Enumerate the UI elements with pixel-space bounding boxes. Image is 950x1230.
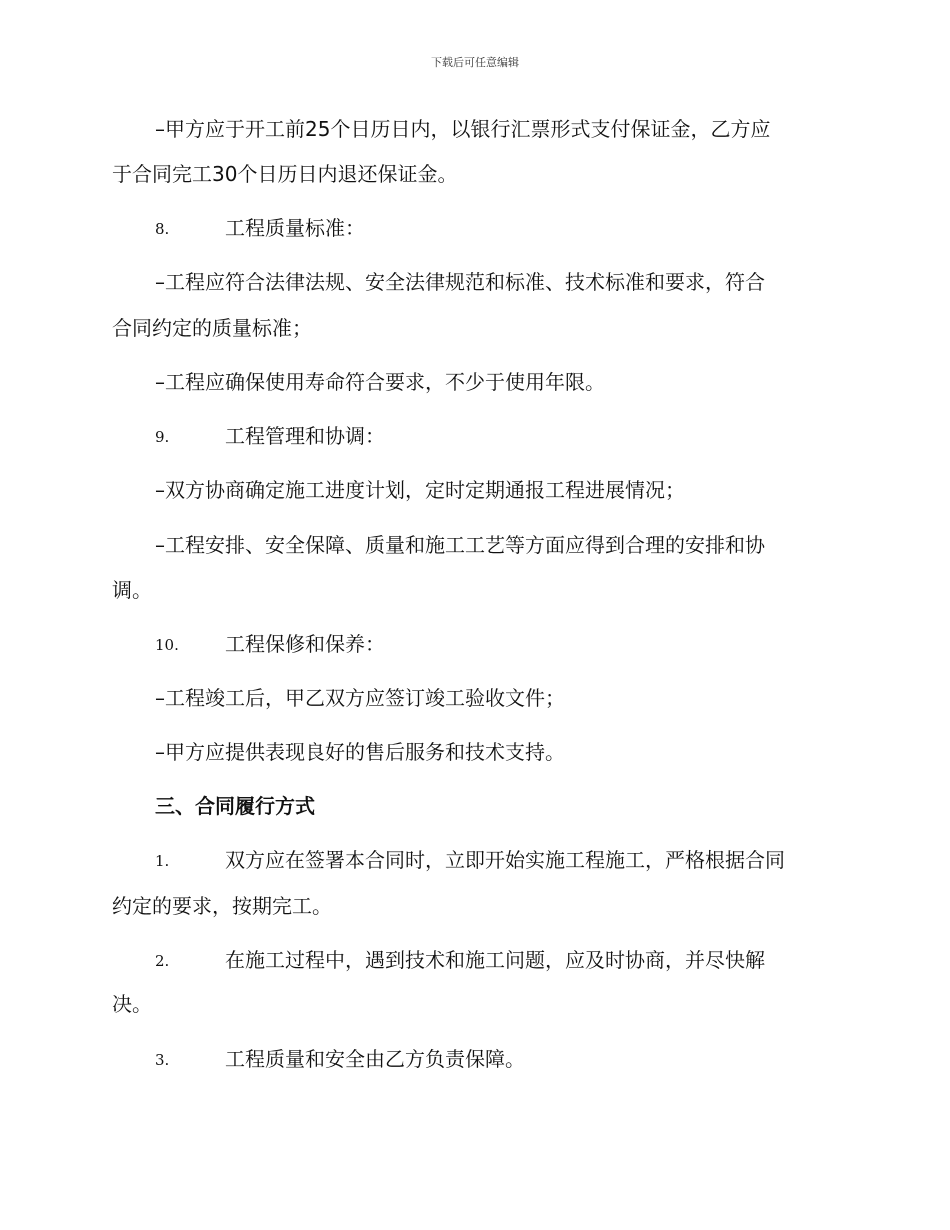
numbered-item [155, 630, 880, 659]
item-number: 8. [155, 220, 170, 238]
item-text: 工程质量标准： [225, 216, 365, 240]
paragraph-line: 于合同完工30个日历日内退还保证金。 [112, 162, 458, 186]
item-text: 工程质量和安全由乙方负责保障。 [225, 1047, 525, 1071]
paragraph-line: –工程应符合法律法规、安全法律规范和标准、技术标准和要求，符合 [155, 270, 765, 294]
paragraph-line: 决。 [112, 992, 152, 1016]
header-note: 下载后可任意编辑 [431, 56, 519, 69]
item-text: 在施工过程中，遇到技术和施工问题，应及时协商，并尽快解 [225, 948, 765, 972]
numbered-item [155, 422, 880, 451]
item-text: 双方应在签署本合同时，立即开始实施工程施工，严格根据合同 [225, 848, 785, 872]
paragraph-line: –工程应确保使用寿命符合要求，不少于使用年限。 [155, 370, 605, 394]
numbered-item [155, 214, 880, 243]
paragraph-line: –甲方应于开工前25个日历日内，以银行汇票形式支付保证金，乙方应 [155, 117, 771, 141]
item-number: 3. [155, 1051, 170, 1069]
item-number: 9. [155, 428, 170, 446]
paragraph-line: –工程安排、安全保障、质量和施工工艺等方面应得到合理的安排和协 [155, 533, 765, 557]
paragraph-line: –工程竣工后，甲乙双方应签订竣工验收文件； [155, 686, 565, 710]
item-number: 2. [155, 952, 170, 970]
item-text: 工程管理和协调： [225, 424, 385, 448]
numbered-item [155, 846, 880, 875]
paragraph-line: –双方协商确定施工进度计划，定时定期通报工程进展情况； [155, 478, 685, 502]
paragraph-line: 约定的要求，按期完工。 [112, 894, 332, 918]
item-number: 1. [155, 852, 170, 870]
numbered-item [155, 1045, 880, 1074]
numbered-item [155, 946, 880, 975]
paragraph-line: –甲方应提供表现良好的售后服务和技术支持。 [155, 740, 565, 764]
paragraph-line: 合同约定的质量标准； [112, 316, 312, 340]
paragraph-line: 调。 [112, 578, 152, 602]
item-number: 10. [155, 636, 179, 654]
section-heading: 三、合同履行方式 [155, 794, 315, 818]
item-text: 工程保修和保养： [225, 632, 385, 656]
